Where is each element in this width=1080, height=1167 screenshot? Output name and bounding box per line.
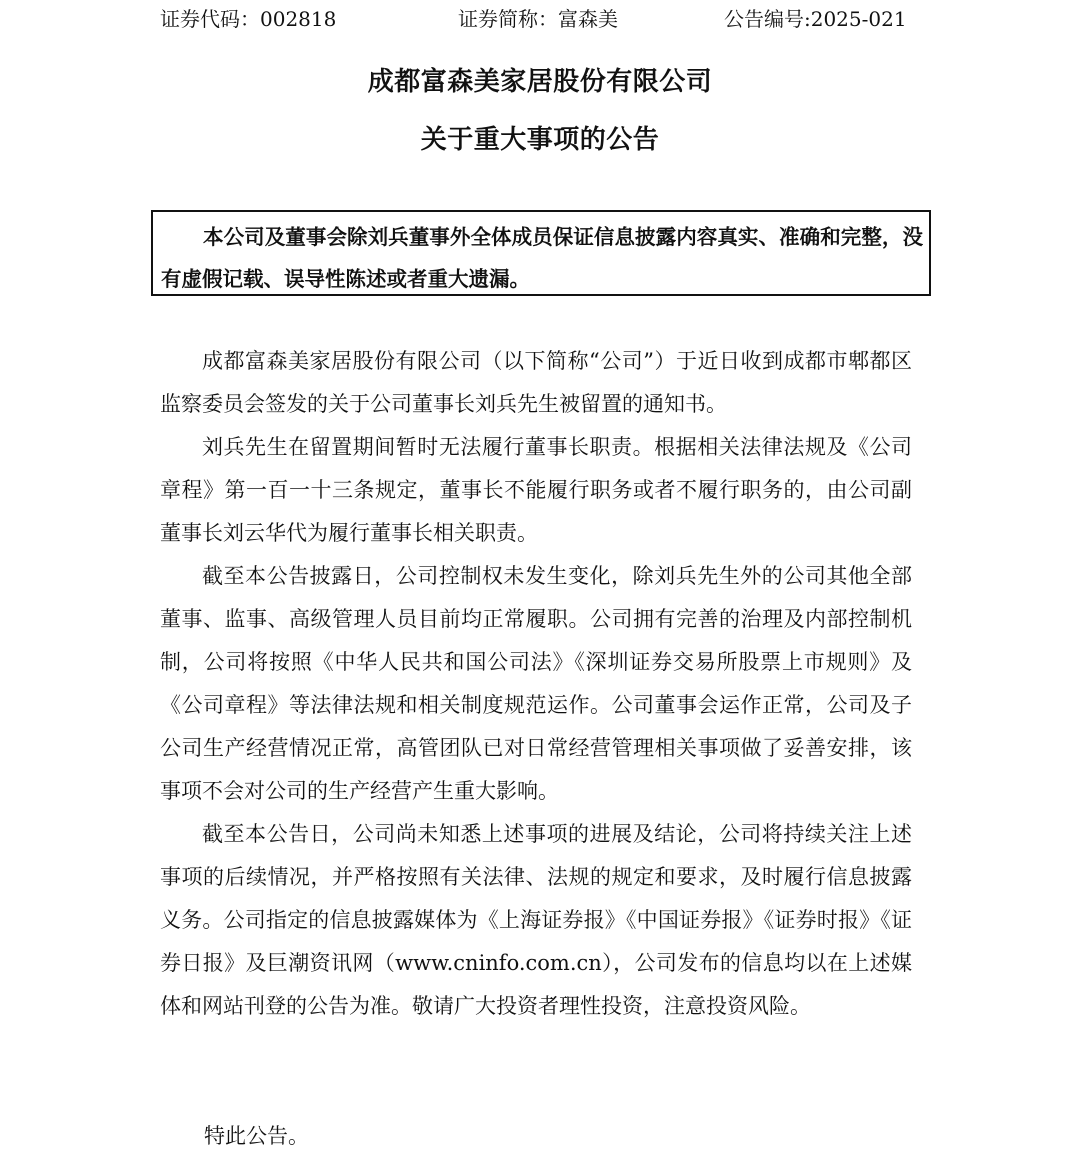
paragraph-2: 刘兵先生在留置期间暂时无法履行董事长职责。根据相关法律法规及《公司章程》第一百一十三条规定，董事长不能履行职务或者不履行职务的，由公司副董事长刘云华代为履行董事长相关职责。	[160, 435, 912, 545]
stock-code: 证券代码：002818	[160, 7, 337, 31]
paragraph-3: 截至本公告披露日，公司控制权未发生变化，除刘兵先生外的公司其他全部董事、监事、高级管理人员目前均正常履职。公司拥有完善的治理及内部控制机制，公司将按照《中华人民共和国公司法》《深圳证券交易所股票上市规则》及《公司章程》等法律法规和相关制度规范运作。公司董事会运作正常，公司及子公司生产经营情况正常，高管团队已对日常经营管理相关事项做了妥善安排，该事项不会对公司的生产经营产生重大影响。	[160, 564, 912, 803]
stock-abbreviation: 证券简称：富森美	[458, 7, 618, 31]
company-title: 成都富森美家居股份有限公司	[367, 67, 713, 97]
paragraph-1: 成都富森美家居股份有限公司（以下简称“公司”）于近日收到成都市郫都区监察委员会签发的关于公司董事长刘兵先生被留置的通知书。	[160, 349, 912, 416]
paragraph-4: 截至本公告日，公司尚未知悉上述事项的进展及结论，公司将持续关注上述事项的后续情况，并严格按照有关法律、法规的规定和要求，及时履行信息披露义务。公司指定的信息披露媒体为《上海证券报》《中国证券报》《证券时报》《证券日报》及巨潮资讯网（www.cninfo.com.cn），公司发布的信息均以在上述媒体和网站刊登的公告为准。敬请广大投资者理性投资，注意投资风险。	[160, 822, 912, 1018]
board-statement-box	[151, 210, 931, 296]
announcement-number: 公告编号:2025-021	[724, 7, 907, 31]
announcement-body	[160, 340, 912, 1028]
board-statement: 本公司及董事会除刘兵董事外全体成员保证信息披露内容真实、准确和完整，没有虚假记载、误导性陈述或者重大遗漏。	[161, 225, 923, 291]
closing-remark: 特此公告。	[204, 1124, 309, 1148]
announcement-title: 关于重大事项的公告	[420, 125, 660, 155]
document-header	[0, 4, 1080, 34]
